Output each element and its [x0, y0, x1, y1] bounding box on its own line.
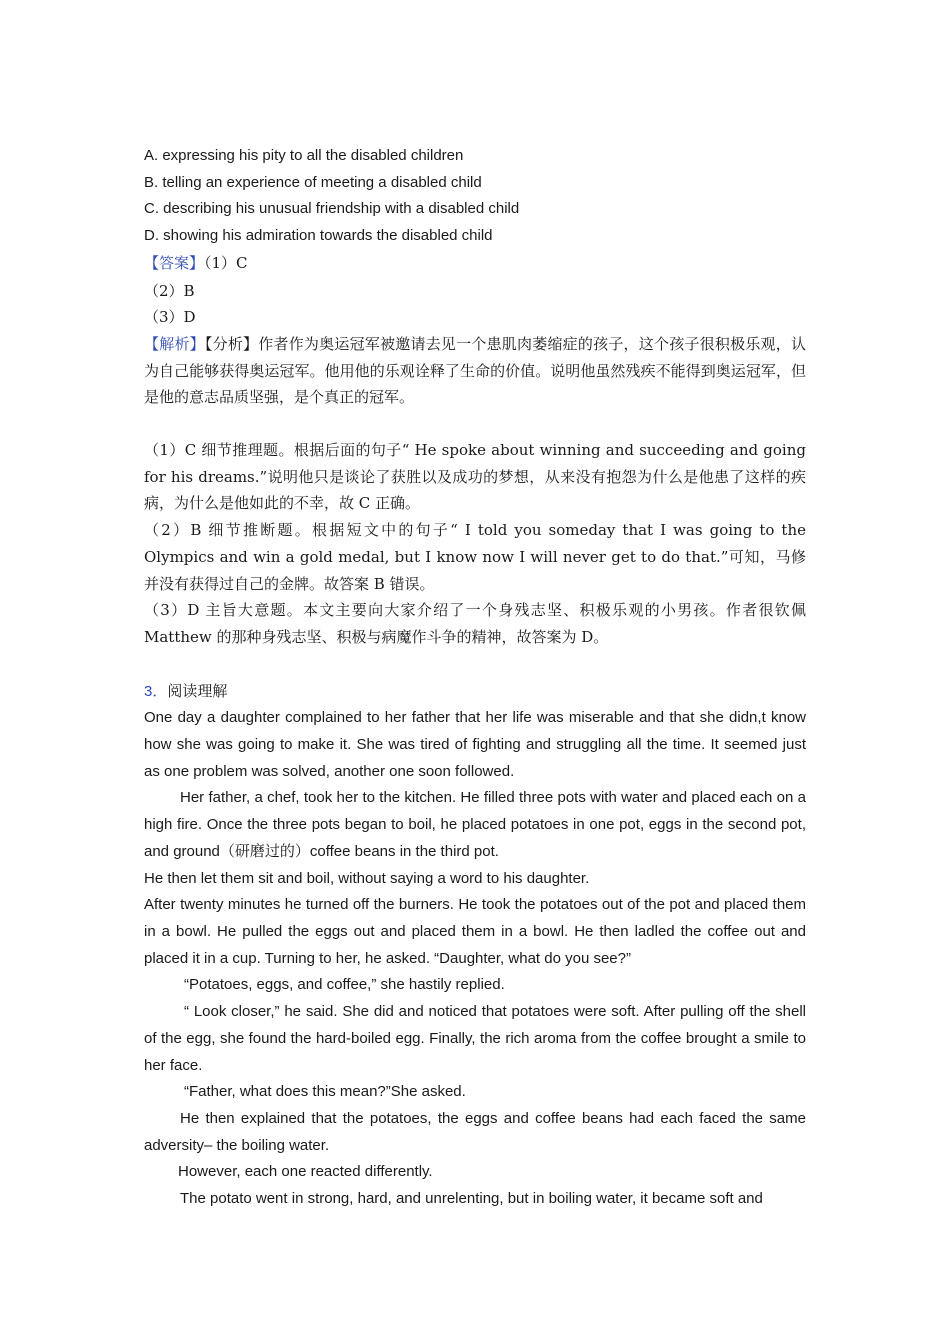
answer-tag: 【答案】 [144, 253, 205, 272]
passage-paragraph-9: However, each one reacted differently. [178, 1163, 433, 1181]
passage-paragraph-1: One day a daughter complained to her father that her life was miserable and that she didn,t know how she was going to make it. She was tired of fighting and struggling all the time. It seemed just as one problem was solved, another one soon followed. [144, 709, 806, 780]
passage-paragraph-8: He then explained that the potatoes, the eggs and coffee beans had each faced the same adversity– the boiling water. [144, 1109, 806, 1154]
answer-first: （1）C [204, 253, 248, 272]
option-c: C. describing his unusual friendship with a disabled child [144, 200, 520, 218]
section-title: 阅读理解 [167, 681, 228, 700]
section-heading [144, 678, 806, 706]
answer-second: （2）B [144, 281, 195, 300]
section-number: 3． [144, 682, 168, 700]
passage-paragraph-2: Her father, a chef, took her to the kitchen. He filled three pots with water and placed each on a high fire. Once the three pots began to boil, he placed potatoes in one pot, eggs in the second pot, and ground（研磨过的）coffee beans in the third pot. [144, 789, 806, 860]
spacer [144, 411, 806, 437]
answer-third: （3）D [144, 308, 196, 327]
explanation-1: （1）C 细节推理题。根据后面的句子“ He spoke about winning and succeeding and going for his dreams.”说明他只是谈论了获胜以及成功的梦想，从来没有抱怨为什么是他患了这样的疾病，为什么是他如此的不幸，故 C 正确。 [144, 441, 806, 513]
answer-line [144, 250, 806, 278]
spacer [144, 651, 806, 678]
explanation-2: （2）B 细节推断题。根据短文中的句子“ I told you someday that I was going to the Olympics and win a gold medal, but I know now I will never get to do that.”可知，马修并没有获得过自己的金牌。故答案 B 错误。 [144, 521, 806, 593]
passage-paragraph-5: “Potatoes, eggs, and coffee,” she hastily replied. [184, 976, 505, 994]
option-a: A. expressing his pity to all the disabled children [144, 147, 464, 164]
analysis-tag: 【解析】 [144, 334, 205, 353]
passage-paragraph-3: He then let them sit and boil, without saying a word to his daughter. [144, 869, 590, 887]
analysis-paragraph [144, 331, 806, 411]
option-b: B. telling an experience of meeting a disabled child [144, 173, 482, 191]
option-d: D. showing his admiration towards the disabled child [144, 227, 493, 245]
document-page [144, 143, 806, 1213]
passage-paragraph-4: After twenty minutes he turned off the burners. He took the potatoes out of the pot and placed them in a bowl. He pulled the eggs out and placed them in a bowl. He then ladled the coffee out and placed it in a cup. Turning to her, he asked. “Daughter, what do you see?” [144, 896, 806, 967]
explanation-3: （3）D 主旨大意题。本文主要向大家介绍了一个身残志坚、积极乐观的小男孩。作者很钦佩 Matthew 的那种身残志坚、积极与病魔作斗争的精神，故答案为 D。 [144, 601, 806, 646]
passage-paragraph-7: “Father, what does this mean?”She asked. [184, 1083, 466, 1101]
passage-paragraph-10: The potato went in strong, hard, and unrelenting, but in boiling water, it became soft and [180, 1190, 763, 1208]
analysis-text: 【分析】作者作为奥运冠军被邀请去见一个患肌肉萎缩症的孩子，这个孩子很积极乐观，认为自己能够获得奥运冠军。他用他的乐观诠释了生命的价值。说明他虽然残疾不能得到奥运冠军，但是他的意志品质坚强，是个真正的冠军。 [144, 334, 806, 407]
passage-paragraph-6: “ Look closer,” he said. She did and noticed that potatoes were soft. After pulling off the shell of the egg, she found the hard-boiled egg. Finally, the rich aroma from the coffee brought a smile to her face. [144, 1003, 806, 1074]
